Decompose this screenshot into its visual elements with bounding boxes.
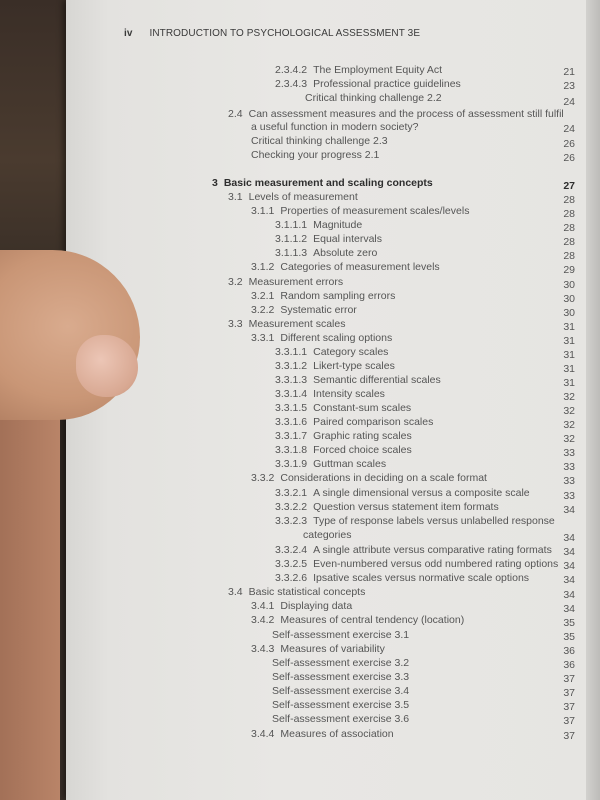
toc-entry-number: 3.3.1.8 [275, 444, 308, 456]
toc-page-number: 28 [563, 208, 575, 220]
toc-page-number: 33 [563, 475, 575, 487]
toc-entry [275, 515, 555, 527]
toc-entry-title: Critical thinking challenge 2.2 [305, 92, 442, 104]
toc-entry-title: Considerations in deciding on a scale format [280, 472, 487, 484]
toc-entry-title: Self-assessment exercise 3.2 [272, 657, 410, 669]
toc-entry [251, 728, 394, 740]
toc-entry [272, 699, 409, 711]
toc-entry-title: Can assessment measures and the process of assessment still fulfil [248, 108, 564, 120]
toc-page-number: 30 [563, 307, 575, 319]
toc-entry-title: Intensity scales [313, 388, 385, 400]
toc-entry-title: Forced choice scales [313, 444, 412, 456]
toc-page-number: 28 [563, 222, 575, 234]
toc-entry-number: 3.1.2 [251, 261, 275, 273]
toc-entry [275, 360, 395, 372]
toc-page-number: 26 [563, 152, 575, 164]
toc-entry [251, 332, 392, 344]
toc-page-number: 29 [563, 264, 575, 276]
toc-entry [251, 614, 464, 626]
toc-entry-number: 3.3.1.2 [275, 360, 308, 372]
toc-entry-title: Equal intervals [313, 233, 382, 245]
toc-entry-title: Absolute zero [313, 247, 378, 259]
toc-entry-title: Constant-sum scales [313, 402, 412, 414]
toc-entry-title: Measurement scales [248, 318, 346, 330]
toc-entry [251, 600, 352, 612]
toc-entry [275, 78, 461, 90]
toc-entry [228, 318, 345, 330]
toc-entry-number: 3.1.1.1 [275, 219, 308, 231]
toc-entry-title: Likert-type scales [313, 360, 395, 372]
toc-page-number: 32 [563, 419, 575, 431]
toc-entry-number: 3.4.3 [251, 643, 275, 655]
toc-entry-number: 2.3.4.2 [275, 64, 308, 76]
toc-entry-number: 3.3.1.1 [275, 346, 308, 358]
toc-entry-title: Category scales [313, 346, 389, 358]
toc-entry [272, 629, 409, 641]
toc-entry-title: Self-assessment exercise 3.6 [272, 713, 410, 725]
page-edge [586, 0, 600, 800]
toc-entry-number: 3.4 [228, 586, 243, 598]
toc-page-number: 31 [563, 321, 575, 333]
toc-page-number: 37 [563, 701, 575, 713]
toc-page-number: 31 [563, 377, 575, 389]
toc-entry-number: 3.2.1 [251, 290, 275, 302]
toc-page-number: 32 [563, 391, 575, 403]
toc-entry-number: 3.3.1.6 [275, 416, 308, 428]
toc-entry [275, 572, 529, 584]
toc-entry-title: Self-assessment exercise 3.5 [272, 699, 410, 711]
toc-entry [275, 416, 433, 428]
toc-entry-number: 3.3.1 [251, 332, 275, 344]
toc-entry [275, 430, 412, 442]
toc-entry [272, 685, 409, 697]
hand [0, 400, 60, 800]
toc-page-number: 36 [563, 645, 575, 657]
toc-entry-title: Measurement errors [248, 276, 344, 288]
toc-page-number: 27 [563, 180, 575, 192]
toc-page-number: 32 [563, 405, 575, 417]
toc-entry-number: 2.3.4.3 [275, 78, 308, 90]
toc-page-number: 28 [563, 250, 575, 262]
toc-entry-number: 3.3.2.5 [275, 558, 308, 570]
toc-entry-number: 3.3.1.3 [275, 374, 308, 386]
toc-entry-number: 3 [212, 177, 218, 189]
toc-entry-title: Different scaling options [280, 332, 393, 344]
toc-entry [275, 402, 411, 414]
toc-page-number: 21 [563, 66, 575, 78]
toc-entry-title: Systematic error [280, 304, 357, 316]
toc-page-number: 33 [563, 461, 575, 473]
toc-page-number: 23 [563, 80, 575, 92]
toc-entry-title: Graphic rating scales [313, 430, 412, 442]
toc-page-number: 32 [563, 433, 575, 445]
toc-entry [251, 121, 419, 133]
toc-entry [251, 643, 385, 655]
toc-entry [272, 713, 409, 725]
toc-entry-number: 3.3.1.7 [275, 430, 308, 442]
toc-entry-title: Measures of central tendency (location) [280, 614, 465, 626]
toc-entry-title: a useful function in modern society? [251, 121, 419, 133]
toc-page-number: 34 [563, 532, 575, 544]
toc-entry-number: 3.3.2 [251, 472, 275, 484]
toc-page-number: 33 [563, 447, 575, 459]
toc-entry [275, 247, 377, 259]
toc-page-number: 30 [563, 279, 575, 291]
toc-entry [251, 290, 395, 302]
toc-entry-number: 3.1.1.2 [275, 233, 308, 245]
toc-entry-number: 3.3.2.6 [275, 572, 308, 584]
toc-page-number: 34 [563, 560, 575, 572]
toc-entry [275, 458, 386, 470]
toc-entry [251, 135, 388, 147]
toc-page-number: 34 [563, 504, 575, 516]
toc-entry [275, 558, 558, 570]
toc-entry-title: Measures of variability [280, 643, 385, 655]
toc-page-number: 37 [563, 673, 575, 685]
toc-page-number: 31 [563, 363, 575, 375]
toc-page-number: 36 [563, 659, 575, 671]
toc-entry-title: Basic measurement and scaling concepts [223, 177, 433, 189]
toc-entry-title: Properties of measurement scales/levels [280, 205, 470, 217]
toc-page-number: 31 [563, 349, 575, 361]
toc-entry-number: 3.3.2.3 [275, 515, 308, 527]
toc-entry-number: 3.1.1.3 [275, 247, 308, 259]
toc-page-number: 37 [563, 730, 575, 742]
toc-page-number: 28 [563, 194, 575, 206]
toc-entry-number: 3.3.2.1 [275, 487, 308, 499]
toc-entry [275, 64, 442, 76]
toc-entry [228, 276, 343, 288]
toc-page-number: 24 [563, 96, 575, 108]
toc-entry-title: Semantic differential scales [313, 374, 441, 386]
toc-entry [251, 149, 379, 161]
toc-entry-number: 3.1 [228, 191, 243, 203]
toc-entry [228, 108, 564, 120]
toc-entry-title: A single attribute versus comparative rating formats [313, 544, 552, 556]
book-title: INTRODUCTION TO PSYCHOLOGICAL ASSESSMENT 3E [149, 28, 421, 39]
toc-entry [272, 671, 409, 683]
toc-entry-title: Displaying data [280, 600, 353, 612]
toc-entry-number: 3.2.2 [251, 304, 275, 316]
toc-entry [275, 501, 499, 513]
toc-entry-title: Ipsative scales versus normative scale options [313, 572, 530, 584]
toc-page-number: 33 [563, 490, 575, 502]
toc-entry [275, 544, 552, 556]
toc-entry [275, 346, 388, 358]
toc-page-number: 34 [563, 574, 575, 586]
toc-page-number: 37 [563, 715, 575, 727]
toc-page-number: 28 [563, 236, 575, 248]
toc-entry-title: Self-assessment exercise 3.1 [272, 629, 410, 641]
toc-entry [305, 92, 442, 104]
toc-entry [303, 529, 351, 541]
toc-entry [275, 233, 382, 245]
toc-entry-title: Even-numbered versus odd numbered rating options [313, 558, 559, 570]
toc-entry-number: 3.3 [228, 318, 243, 330]
toc-entry [251, 472, 487, 484]
toc-entry [275, 444, 412, 456]
toc-entry-number: 3.3.1.5 [275, 402, 308, 414]
toc-entry-title: Question versus statement item formats [313, 501, 499, 513]
toc-entry-title: Paired comparison scales [313, 416, 434, 428]
toc-page-number: 34 [563, 546, 575, 558]
toc-entry-number: 3.2 [228, 276, 243, 288]
toc-entry-title: The Employment Equity Act [313, 64, 443, 76]
running-header [124, 28, 420, 39]
toc-page-number: 34 [563, 603, 575, 615]
toc-page-number: 37 [563, 687, 575, 699]
toc-entry [228, 586, 365, 598]
toc-entry-number: 2.4 [228, 108, 243, 120]
toc-entry [275, 388, 385, 400]
toc-entry-title: Magnitude [313, 219, 363, 231]
toc-page-number: 24 [563, 123, 575, 135]
page-number-label: iv [124, 28, 133, 39]
toc-entry-title: A single dimensional versus a composite scale [313, 487, 530, 499]
toc-entry [275, 219, 362, 231]
toc-entry [212, 177, 433, 189]
toc-page-number: 34 [563, 589, 575, 601]
toc-page-number: 35 [563, 617, 575, 629]
toc-entry-number: 3.1.1 [251, 205, 275, 217]
toc-entry-title: Random sampling errors [280, 290, 396, 302]
toc-entry-title: Levels of measurement [248, 191, 358, 203]
toc-entry-title: Basic statistical concepts [248, 586, 366, 598]
toc-entry-title: categories [303, 529, 352, 541]
toc-entry-title: Critical thinking challenge 2.3 [251, 135, 388, 147]
toc-entry-title: Measures of association [280, 728, 394, 740]
toc-page-number: 31 [563, 335, 575, 347]
toc-entry-title: Checking your progress 2.1 [251, 149, 380, 161]
toc-entry-title: Guttman scales [313, 458, 387, 470]
toc-entry [228, 191, 358, 203]
toc-page-number: 26 [563, 138, 575, 150]
toc-entry [251, 261, 440, 273]
toc-entry-number: 3.3.2.4 [275, 544, 308, 556]
toc-entry-number: 3.3.1.9 [275, 458, 308, 470]
toc-entry-number: 3.3.1.4 [275, 388, 308, 400]
toc-entry-title: Self-assessment exercise 3.4 [272, 685, 410, 697]
toc-entry [275, 374, 441, 386]
toc-page-number: 35 [563, 631, 575, 643]
thumbnail-nail [76, 335, 138, 397]
toc-entry-number: 3.4.4 [251, 728, 275, 740]
toc-entry [275, 487, 530, 499]
toc-entry [272, 657, 409, 669]
toc-entry-number: 3.4.2 [251, 614, 275, 626]
toc-entry-title: Type of response labels versus unlabelled response [313, 515, 555, 527]
toc-entry-title: Self-assessment exercise 3.3 [272, 671, 410, 683]
toc-entry [251, 205, 469, 217]
toc-entry-number: 3.3.2.2 [275, 501, 308, 513]
toc-entry-number: 3.4.1 [251, 600, 275, 612]
toc-page-number: 30 [563, 293, 575, 305]
toc-entry [251, 304, 357, 316]
toc-entry-title: Categories of measurement levels [280, 261, 440, 273]
toc-entry-title: Professional practice guidelines [313, 78, 461, 90]
